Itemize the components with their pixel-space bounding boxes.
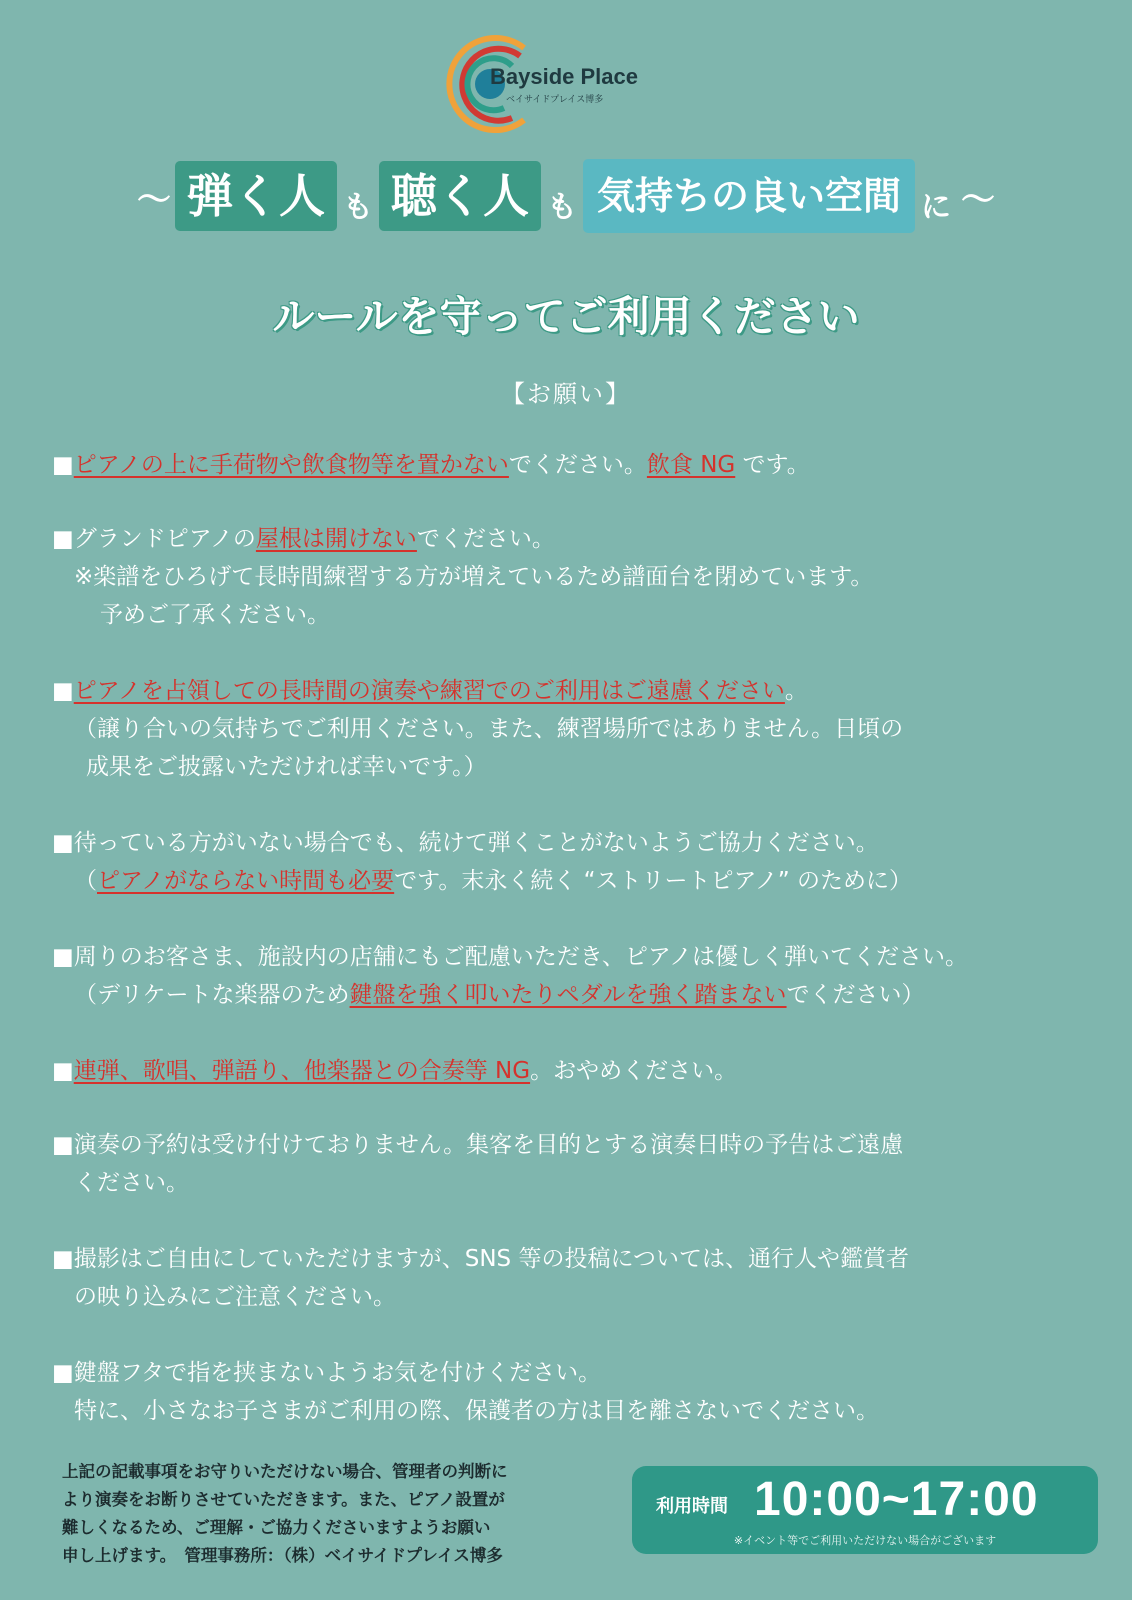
headline-close-tilde: 〜 (961, 179, 995, 220)
rule-bullet: ■ (52, 830, 74, 856)
notice-line: 上記の記載事項をお守りいただけない場合、管理者の判断に (62, 1462, 508, 1481)
rule-text: 。おやめください。 (530, 1058, 738, 1084)
usage-hours-box (632, 1466, 1098, 1554)
rule-emphasis: 連弾、歌唱、弾語り、他楽器との合奏等 NG (73, 1058, 531, 1084)
bayside-place-logo (446, 30, 646, 135)
notice-line: より演奏をお断りさせていただきます。また、ピアノ設置が (62, 1490, 505, 1509)
rule-bullet: ■ (52, 1360, 74, 1386)
rule-item-9 (52, 1354, 1112, 1430)
rule-bullet: ■ (52, 526, 74, 552)
notice-line: 申し上げます。 管理事務所：（株）ベイサイドプレイス博多 (62, 1546, 503, 1565)
headline-mo-1: も (342, 190, 373, 225)
hours-note: ※イベント等でご利用いただけない場合がございます (733, 1534, 997, 1547)
rule-emphasis: ピアノがならない時間も必要 (97, 868, 395, 894)
rule-item-4 (52, 824, 1112, 900)
rule-note: ※楽譜をひろげて長時間練習する方が増えているため譜面台を閉めています。 (74, 564, 874, 590)
headline-ni: に (921, 190, 951, 225)
hours-time: 10:00~17:00 (754, 1473, 1039, 1526)
rule-bullet: ■ (52, 1246, 74, 1272)
rule-bullet: ■ (52, 944, 74, 970)
rule-text: グランドピアノの (73, 526, 256, 552)
rule-text: 演奏の予約は受け付けておりません。集客を目的とする演奏日時の予告はご遠慮 (73, 1132, 904, 1158)
rule-emphasis-ng: 飲食 NG (646, 452, 736, 478)
rule-item-5 (52, 938, 1112, 1014)
page-subtitle: ルールを守ってご利用ください (272, 292, 860, 341)
rule-text: です。 (735, 452, 810, 478)
rule-text: の映り込みにご注意ください。 (74, 1284, 396, 1310)
rule-bullet: ■ (52, 678, 74, 704)
section-title: 【お願い】 (501, 380, 631, 408)
headline (0, 158, 1132, 234)
management-notice (62, 1458, 622, 1570)
rule-item-1 (52, 446, 1112, 484)
hours-label: 利用時間 (656, 1496, 728, 1517)
headline-listener: 聴く人 (379, 161, 541, 231)
rule-item-8 (52, 1240, 1112, 1316)
rule-note: 予めご了承ください。 (100, 602, 330, 628)
rule-text: でください。 (508, 452, 647, 478)
rule-emphasis: ピアノの上に手荷物や飲食物等を置かない (73, 452, 509, 478)
rule-text: です。末永く続く “ストリートピアノ” のために） (394, 868, 912, 894)
headline-open-tilde: 〜 (136, 179, 171, 220)
rule-emphasis: 屋根は開けない (255, 526, 417, 552)
rule-bullet: ■ (52, 452, 74, 478)
rule-emphasis: ピアノを占領しての長時間の演奏や練習でのご利用はご遠慮ください (73, 678, 785, 704)
rule-text: 周りのお客さま、施設内の店舗にもご配慮いただき、ピアノは優しく弾いてください。 (73, 944, 968, 970)
headline-player: 弾く人 (175, 161, 337, 231)
rule-text: 待っている方がいない場合でも、続けて弾くことがないようご協力ください。 (73, 830, 879, 856)
logo-name: Bayside Place (490, 64, 638, 89)
headline-mo-2: も (546, 190, 577, 225)
rule-bullet: ■ (52, 1058, 74, 1084)
rule-text: ください。 (74, 1170, 189, 1196)
rule-text: でください。 (416, 526, 555, 552)
rule-bullet: ■ (52, 1132, 74, 1158)
rule-text: 撮影はご自由にしていただけますが、SNS 等の投稿については、通行人や鑑賞者 (73, 1246, 909, 1272)
notice-line: 難しくなるため、ご理解・ご協力くださいますようお願い (62, 1518, 491, 1537)
logo-subtitle: ベイサイドプレイス博多 (506, 95, 604, 105)
rule-text: 鍵盤フタで指を挟まないようお気を付けください。 (73, 1360, 602, 1386)
rule-item-7 (52, 1126, 1112, 1202)
rule-text: （ (74, 868, 97, 894)
rule-item-6 (52, 1052, 1112, 1090)
rule-text: （デリケートな楽器のため (74, 982, 350, 1008)
rule-text: 特に、小さなお子さまがご利用の際、保護者の方は目を離さないでください。 (74, 1398, 879, 1424)
rule-emphasis: 鍵盤を強く叩いたりペダルを強く踏まない (349, 982, 787, 1008)
headline-pleasant-space: 気持ちの良い空間 (583, 159, 915, 233)
rule-item-3 (52, 672, 1112, 786)
rule-text: でください） (786, 982, 925, 1008)
rule-text: 。 (784, 678, 808, 704)
rule-note: （譲り合いの気持ちでご利用ください。また、練習場所ではありません。日頃の (74, 716, 904, 742)
rule-note: 成果をご披露いただければ幸いです。） (86, 754, 487, 780)
rule-item-2 (52, 520, 1112, 634)
